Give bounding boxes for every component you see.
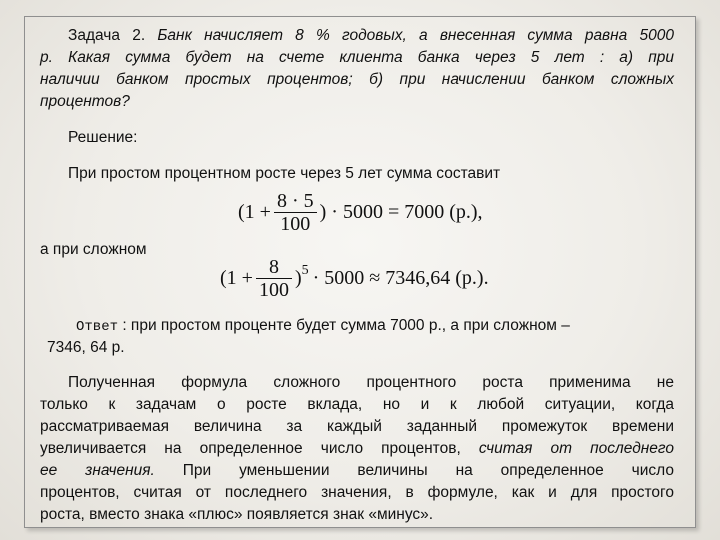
conclusion-line-2: только к задачам о росте вклада, но и к любой ситуации, когда <box>40 396 674 413</box>
formula-compound-rest: · 5000 ≈ 7346,64 (р.). <box>312 267 489 290</box>
conclusion-line-5 <box>40 461 674 481</box>
conclusion-line-4-text: увеличивается на определенное число процентов, <box>40 440 479 457</box>
task-text-1: Банк начисляет 8 % годовых, а внесенная сумма равна 5000 <box>157 27 674 44</box>
formula-compound-exponent: 5 <box>301 262 309 278</box>
formula-compound-close: ) <box>294 267 302 290</box>
formula-compound-fraction <box>256 256 292 301</box>
answer-label: Ответ <box>76 319 119 335</box>
formula-compound-denominator: 100 <box>258 279 289 302</box>
conclusion-line-5-text: При уменьшении величины на определенное число <box>154 462 674 479</box>
solution-heading: Решение: <box>68 129 138 146</box>
formula-simple-numerator: 8 · 5 <box>276 190 314 212</box>
conclusion-line-7: роста, вместо знака «плюс» появляется знак «минус». <box>40 506 434 523</box>
task-label: Задача 2. <box>68 27 146 44</box>
formula-simple <box>238 190 483 235</box>
task-line-4: процентов? <box>40 93 130 110</box>
formula-simple-open: (1 + <box>238 201 271 224</box>
formula-simple-fraction <box>274 190 317 235</box>
task-line-2: р. Какая сумма будет на счете клиента банка через 5 лет : а) при <box>40 49 674 66</box>
conclusion-line-6: процентов, считая от последнего значения, в формуле, как и для простого <box>40 484 674 501</box>
task-line-1 <box>68 26 674 46</box>
formula-simple-rest: ) · 5000 = 7000 (р.), <box>319 201 483 224</box>
conclusion-line-1: Полученная формула сложного процентного роста применима не <box>68 374 674 391</box>
formula-compound-open: (1 + <box>220 267 253 290</box>
answer-text: : при простом проценте будет сумма 7000 р., а при сложном – <box>118 317 570 334</box>
conclusion-line-4 <box>40 439 674 459</box>
formula-compound <box>220 256 489 301</box>
conclusion-line-3: рассматриваемая величина за каждый заданный промежуток времени <box>40 418 674 435</box>
simple-intro: При простом процентном росте через 5 лет сумма составит <box>68 165 501 182</box>
conclusion-line-5-italic: ее значения. <box>40 462 155 479</box>
formula-simple-denominator: 100 <box>280 213 311 236</box>
task-line-3: наличии банком простых процентов; б) при начислении банком сложных <box>40 71 674 88</box>
conclusion-line-4-italic: считая от последнего <box>478 440 675 457</box>
answer-line-2: 7346, 64 р. <box>47 339 125 356</box>
formula-compound-numerator: 8 <box>268 256 279 278</box>
compound-intro: а при сложном <box>40 241 147 258</box>
answer-line-1 <box>76 316 570 337</box>
